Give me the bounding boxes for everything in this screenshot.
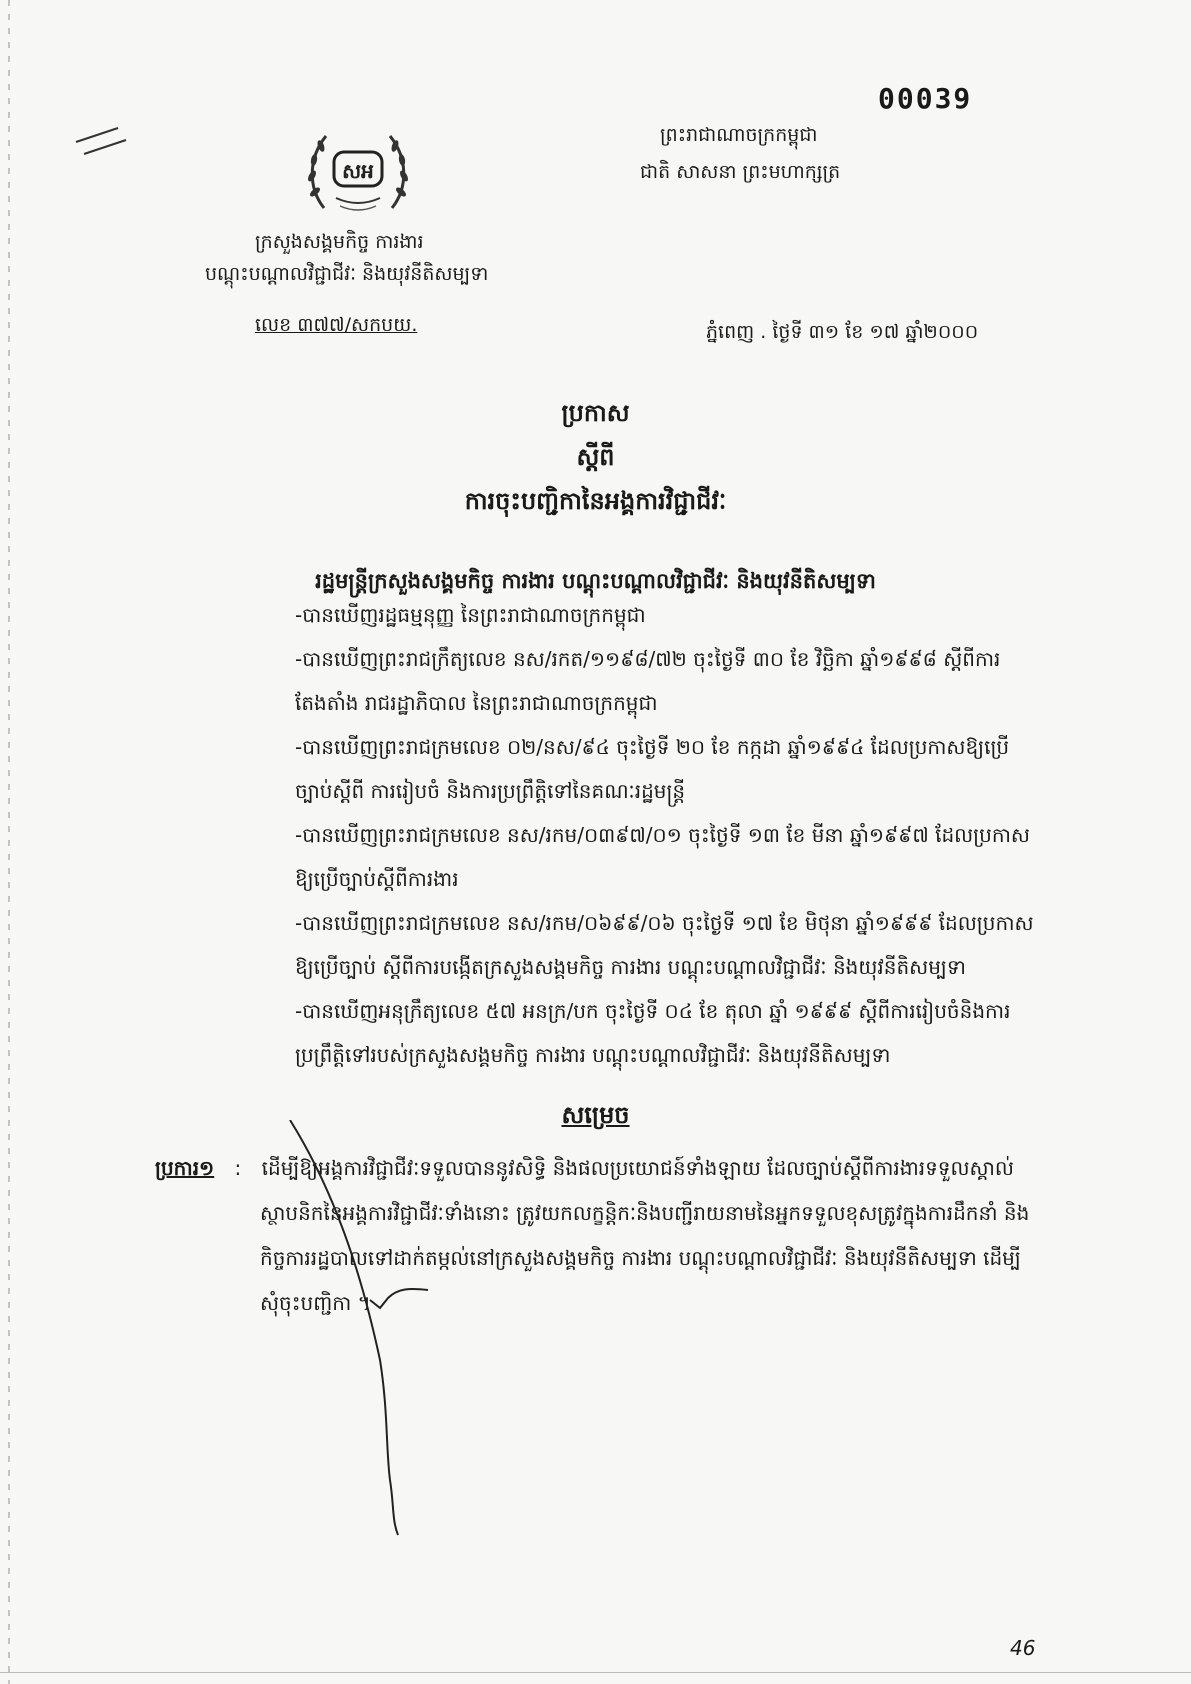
document-subject: ការចុះបញ្ជិកានៃអង្គការវិជ្ជាជីវៈ bbox=[464, 487, 727, 515]
decision-heading: សម្រេច bbox=[561, 1101, 630, 1129]
considerations-list bbox=[295, 593, 1085, 1077]
reference-number: លេខ ៣៧៧/សកបយ. bbox=[255, 314, 418, 336]
consideration-item: -បានឃើញរដ្ឋធម្មនុញ្ញ នៃព្រះរាជាណាចក្រកម្ពុជា bbox=[295, 603, 646, 627]
doc-number: 00039 bbox=[878, 82, 973, 115]
handwritten-pen-stroke bbox=[270, 1120, 470, 1540]
consideration-continuation: ប្រព្រឹត្តិទៅរបស់ក្រសួងសង្គមកិច្ច ការងារ បណ្តុះបណ្តាលវិជ្ជាជីវៈ និងយុវនីតិសម្បទា bbox=[295, 1043, 891, 1067]
consideration-continuation: ឱ្យប្រើច្បាប់ ស្តីពីការបង្កើតក្រសួងសង្គមកិច្ច ការងារ បណ្តុះបណ្តាលវិជ្ជាជីវៈ និងយុវនីតិសម្បទា bbox=[295, 955, 966, 979]
consideration-item: -បានឃើញអនុក្រឹត្យលេខ ៥៧ អនក្រ/បក ចុះថ្ងៃទី ០៤ ខែ តុលា ឆ្នាំ ១៩៩៩ ស្តីពីការរៀបចំនិងការ bbox=[295, 999, 1011, 1023]
article-text-line: ស្ថាបនិកនៃអង្គការវិជ្ជាជីវៈទាំងនោះ ត្រូវយកលក្ខន្តិកៈនិងបញ្ជីរាយនាមនៃអ្នកទទួលខុសត្រូវក្នុងការដឹកនាំ និង bbox=[260, 1201, 1030, 1225]
consideration-item: -បានឃើញព្រះរាជក្រឹត្យលេខ នស/រកត/១១៩៨/៧២ ចុះថ្ងៃទី ៣០ ខែ វិច្ឆិកា ឆ្នាំ១៩៩៨ ស្តីពីការ bbox=[295, 647, 1001, 671]
place-and-date: ភ្នំពេញ . ថ្ងៃទី ៣១ ខែ ១៧ ឆ្នាំ២០០០ bbox=[706, 321, 979, 343]
consideration-item: -បានឃើញព្រះរាជក្រមលេខ នស/រកម/០៦៩៩/០៦ ចុះថ្ងៃទី ១៧ ខែ មិថុនា ឆ្នាំ១៩៩៩ ដែលប្រកាស bbox=[295, 911, 1034, 935]
article-label: ប្រការ១ bbox=[155, 1156, 215, 1180]
article-text-line: ដើម្បីឱ្យអង្គការវិជ្ជាជីវៈទទួលបាននូវសិទ្ធិ និងផលប្រយោជន៍ទាំងឡាយ ដែលច្បាប់ស្តីពីការងារទទួលស្គាល់ bbox=[261, 1156, 1014, 1180]
article-text-line: សុំចុះបញ្ជិកា ។ bbox=[260, 1291, 371, 1315]
svg-text:សអ: សអ bbox=[342, 159, 374, 183]
consideration-continuation: ឱ្យប្រើច្បាប់ស្តីពីការងារ bbox=[295, 867, 459, 891]
issuing-authority: រដ្ឋមន្ត្រីក្រសួងសង្គមកិច្ច ការងារ បណ្តុះបណ្តាលវិជ្ជាជីវៈ និងយុវនីតិសម្បទា bbox=[315, 569, 876, 593]
nation-religion-king-line: ជាតិ សាសនា ព្រះមហាក្សត្រ bbox=[640, 161, 841, 183]
ministry-seal-emblem bbox=[300, 122, 416, 226]
about-label: ស្តីពី bbox=[576, 443, 615, 471]
kingdom-line: ព្រះរាជាណាចក្រកម្ពុជា bbox=[660, 124, 818, 146]
page-number: 46 bbox=[1010, 1636, 1036, 1660]
ministry-name-line1: ក្រសួងសង្គមកិច្ច ការងារ bbox=[255, 231, 424, 253]
consideration-continuation: តែងតាំង រាជរដ្ឋាភិបាល នៃព្រះរាជាណាចក្រកម្ពុជា bbox=[295, 691, 658, 715]
article-text-line: កិច្ចការរដ្ឋបាលទៅដាក់តម្កល់នៅក្រសួងសង្គមកិច្ច ការងារ បណ្តុះបណ្តាលវិជ្ជាជីវៈ និងយុវនីតិសម្បទា ដើម្បី bbox=[260, 1246, 1021, 1270]
margin-pen-marks bbox=[70, 120, 130, 180]
article-colon: : bbox=[234, 1156, 242, 1180]
scan-edge bbox=[8, 0, 10, 1684]
document-type-title: ប្រកាស bbox=[561, 399, 630, 427]
consideration-continuation: ច្បាប់ស្តីពី ការរៀបចំ និងការប្រព្រឹត្តិទៅនៃគណៈរដ្ឋមន្ត្រី bbox=[295, 779, 686, 803]
ministry-name-line2: បណ្តុះបណ្តាលវិជ្ជាជីវៈ និងយុវនីតិសម្បទា bbox=[205, 263, 489, 285]
consideration-item: -បានឃើញព្រះរាជក្រមលេខ ០២/នស/៩៤ ចុះថ្ងៃទី ២០ ខែ កក្កដា ឆ្នាំ១៩៩៤ ដែលប្រកាសឱ្យប្រើ bbox=[295, 735, 1010, 759]
seal-laurel-icon bbox=[300, 122, 416, 226]
scan-bottom-line bbox=[0, 1672, 1191, 1673]
consideration-item: -បានឃើញព្រះរាជក្រមលេខ នស/រកម/០៣៩៧/០១ ចុះថ្ងៃទី ១៣ ខែ មីនា ឆ្នាំ១៩៩៧ ដែលប្រកាស bbox=[295, 823, 1030, 847]
